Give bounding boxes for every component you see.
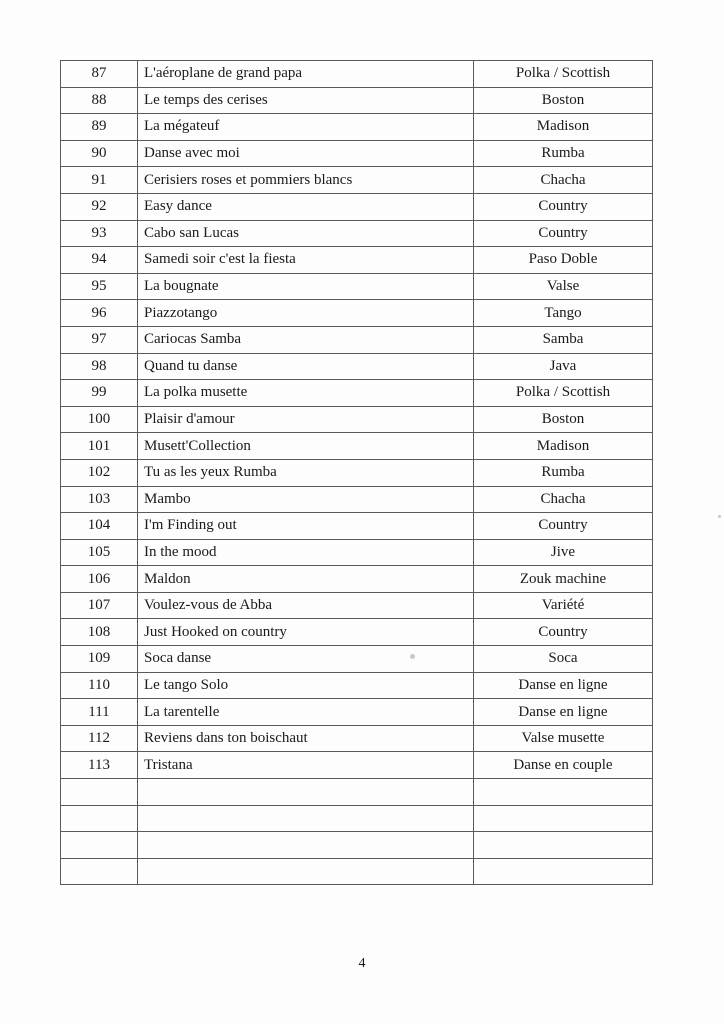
table-row <box>61 646 653 673</box>
row-number: 88 <box>61 87 138 114</box>
song-table <box>60 60 653 885</box>
table-row <box>61 220 653 247</box>
table-row <box>61 725 653 752</box>
song-title: Easy dance <box>138 193 474 220</box>
dance-style: Madison <box>474 114 653 141</box>
scan-speck <box>718 515 721 518</box>
dance-style: Boston <box>474 406 653 433</box>
table-row <box>61 832 653 859</box>
song-title: Piazzotango <box>138 300 474 327</box>
row-number: 104 <box>61 513 138 540</box>
table-row <box>61 61 653 88</box>
table-row <box>61 273 653 300</box>
row-number: 92 <box>61 193 138 220</box>
song-title <box>138 805 474 832</box>
row-number: 94 <box>61 247 138 274</box>
table-row <box>61 699 653 726</box>
song-title: Maldon <box>138 566 474 593</box>
row-number: 98 <box>61 353 138 380</box>
dance-style: Java <box>474 353 653 380</box>
row-number: 99 <box>61 380 138 407</box>
row-number: 103 <box>61 486 138 513</box>
row-number: 107 <box>61 592 138 619</box>
row-number: 97 <box>61 326 138 353</box>
song-title: Mambo <box>138 486 474 513</box>
song-title: Voulez-vous de Abba <box>138 592 474 619</box>
row-number: 112 <box>61 725 138 752</box>
dance-style <box>474 779 653 806</box>
song-table-body <box>61 61 653 885</box>
table-row <box>61 779 653 806</box>
table-row <box>61 114 653 141</box>
row-number: 93 <box>61 220 138 247</box>
song-title: Reviens dans ton boischaut <box>138 725 474 752</box>
dance-style: Valse <box>474 273 653 300</box>
song-title: La tarentelle <box>138 699 474 726</box>
row-number: 91 <box>61 167 138 194</box>
row-number: 108 <box>61 619 138 646</box>
song-title: Plaisir d'amour <box>138 406 474 433</box>
dance-style: Tango <box>474 300 653 327</box>
song-title: Le tango Solo <box>138 672 474 699</box>
dance-style: Variété <box>474 592 653 619</box>
table-row <box>61 380 653 407</box>
row-number: 100 <box>61 406 138 433</box>
table-row <box>61 353 653 380</box>
row-number: 102 <box>61 459 138 486</box>
row-number: 101 <box>61 433 138 460</box>
dance-style: Boston <box>474 87 653 114</box>
table-row <box>61 858 653 885</box>
row-number <box>61 779 138 806</box>
row-number: 109 <box>61 646 138 673</box>
row-number: 106 <box>61 566 138 593</box>
dance-style: Country <box>474 220 653 247</box>
table-row <box>61 592 653 619</box>
dance-style: Danse en ligne <box>474 699 653 726</box>
song-title: Le temps des cerises <box>138 87 474 114</box>
song-title: Cabo san Lucas <box>138 220 474 247</box>
song-title: Tristana <box>138 752 474 779</box>
table-row <box>61 566 653 593</box>
row-number: 95 <box>61 273 138 300</box>
row-number <box>61 832 138 859</box>
song-title <box>138 858 474 885</box>
dance-style: Jive <box>474 539 653 566</box>
row-number: 90 <box>61 140 138 167</box>
song-title: La mégateuf <box>138 114 474 141</box>
dance-style: Madison <box>474 433 653 460</box>
dance-style: Polka / Scottish <box>474 380 653 407</box>
song-title <box>138 779 474 806</box>
table-row <box>61 247 653 274</box>
table-row <box>61 193 653 220</box>
song-title: Quand tu danse <box>138 353 474 380</box>
row-number: 87 <box>61 61 138 88</box>
dance-style: Country <box>474 619 653 646</box>
row-number: 113 <box>61 752 138 779</box>
song-title: Danse avec moi <box>138 140 474 167</box>
row-number: 110 <box>61 672 138 699</box>
dance-style: Rumba <box>474 140 653 167</box>
table-row <box>61 459 653 486</box>
song-title: I'm Finding out <box>138 513 474 540</box>
row-number <box>61 805 138 832</box>
table-row <box>61 167 653 194</box>
dance-style: Paso Doble <box>474 247 653 274</box>
song-title: Tu as les yeux Rumba <box>138 459 474 486</box>
table-row <box>61 300 653 327</box>
table-row <box>61 87 653 114</box>
dance-style: Country <box>474 513 653 540</box>
table-row <box>61 406 653 433</box>
dance-style <box>474 858 653 885</box>
table-row <box>61 752 653 779</box>
table-row <box>61 672 653 699</box>
table-row <box>61 433 653 460</box>
dance-style: Country <box>474 193 653 220</box>
song-title <box>138 832 474 859</box>
dance-style: Samba <box>474 326 653 353</box>
dance-style: Danse en ligne <box>474 672 653 699</box>
song-title: L'aéroplane de grand papa <box>138 61 474 88</box>
song-title: Just Hooked on country <box>138 619 474 646</box>
dance-style: Chacha <box>474 486 653 513</box>
dance-style: Zouk machine <box>474 566 653 593</box>
dance-style: Chacha <box>474 167 653 194</box>
dance-style: Rumba <box>474 459 653 486</box>
row-number <box>61 858 138 885</box>
dance-style: Valse musette <box>474 725 653 752</box>
song-title: Musett'Collection <box>138 433 474 460</box>
dance-style <box>474 832 653 859</box>
song-title: Soca danse <box>138 646 474 673</box>
page-number: 4 <box>358 956 366 971</box>
song-title: Samedi soir c'est la fiesta <box>138 247 474 274</box>
row-number: 111 <box>61 699 138 726</box>
row-number: 89 <box>61 114 138 141</box>
dance-style: Soca <box>474 646 653 673</box>
row-number: 96 <box>61 300 138 327</box>
table-row <box>61 619 653 646</box>
table-row <box>61 486 653 513</box>
dance-style <box>474 805 653 832</box>
song-title: La polka musette <box>138 380 474 407</box>
scan-speck <box>410 654 415 659</box>
row-number: 105 <box>61 539 138 566</box>
table-row <box>61 539 653 566</box>
song-title: Cariocas Samba <box>138 326 474 353</box>
table-row <box>61 140 653 167</box>
table-row <box>61 326 653 353</box>
song-title: In the mood <box>138 539 474 566</box>
table-row <box>61 805 653 832</box>
dance-style: Danse en couple <box>474 752 653 779</box>
table-row <box>61 513 653 540</box>
song-title: La bougnate <box>138 273 474 300</box>
dance-style: Polka / Scottish <box>474 61 653 88</box>
song-title: Cerisiers roses et pommiers blancs <box>138 167 474 194</box>
